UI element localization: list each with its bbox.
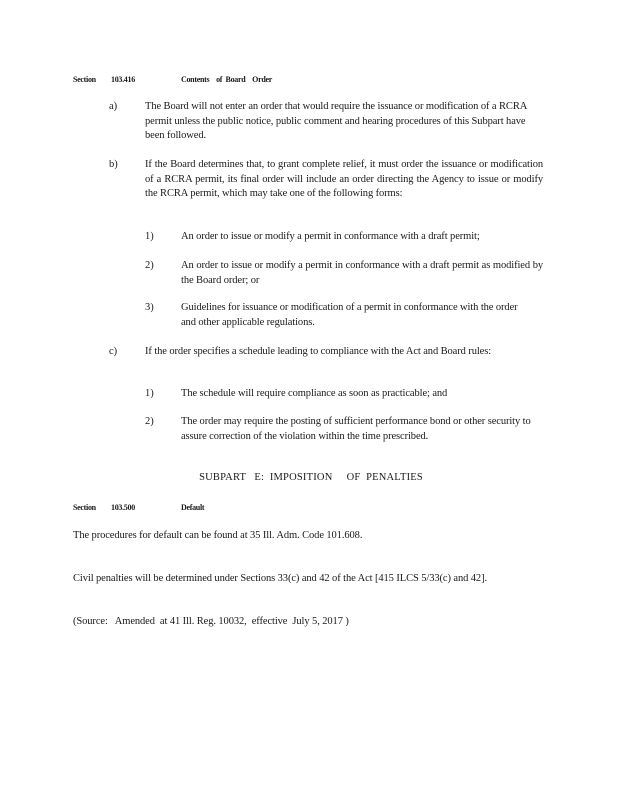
item-c2-marker: 2) — [145, 416, 154, 427]
item-a-marker: a) — [109, 101, 118, 112]
section-title: Contents of Board Order — [181, 75, 272, 84]
source-note: (Source: Amended at 41 Ill. Reg. 10032, effective July 5, 2017 ) — [73, 616, 349, 627]
item-c1-text: The schedule will require compliance as soon as practicable; and — [181, 388, 448, 399]
section-number: 103.416 — [111, 75, 135, 84]
subpart-heading: SUBPART E: IMPOSITION OF PENALTIES — [199, 472, 423, 483]
item-b3-marker: 3) — [145, 302, 154, 313]
section-label: Section — [73, 75, 96, 84]
section-label: Section — [73, 503, 96, 512]
item-b-marker: b) — [109, 159, 118, 170]
item-c-text: If the order specifies a schedule leading to compliance with the Act and Board rules: — [145, 346, 492, 357]
civil-penalties-paragraph: Civil penalties will be determined under Sections 33(c) and 42 of the Act [415 ILCS 5/33(c) and 42]. — [73, 573, 487, 584]
section-title: Default — [181, 503, 205, 512]
item-b3-text: Guidelines for issuance or modification of a permit in conformance with the order and other applicable regulations. — [181, 302, 518, 328]
item-b2-text: An order to issue or modify a permit in conformance with a draft permit as modified by the Board order; or — [181, 260, 543, 286]
item-b-text: If the Board determines that, to grant complete relief, it must order the issuance or modification of a RCRA permit, its final order will include an order directing the Agency to issue or modify the RCRA permit, which may take one of the following forms: — [145, 159, 543, 199]
default-paragraph: The procedures for default can be found at 35 Ill. Adm. Code 101.608. — [73, 530, 363, 541]
item-c1-marker: 1) — [145, 388, 154, 399]
section-number: 103.500 — [111, 503, 135, 512]
item-b2-marker: 2) — [145, 260, 154, 271]
item-a-text: The Board will not enter an order that would require the issuance or modification of a RCRA permit unless the public notice, public comment and hearing procedures of this Subpart have been followed. — [145, 101, 527, 141]
item-c2-text: The order may require the posting of sufficient performance bond or other security to assure correction of the violation within the time prescribed. — [181, 416, 531, 442]
item-b1-text: An order to issue or modify a permit in conformance with a draft permit; — [181, 231, 480, 242]
item-b1-marker: 1) — [145, 231, 154, 242]
item-c-marker: c) — [109, 346, 118, 357]
